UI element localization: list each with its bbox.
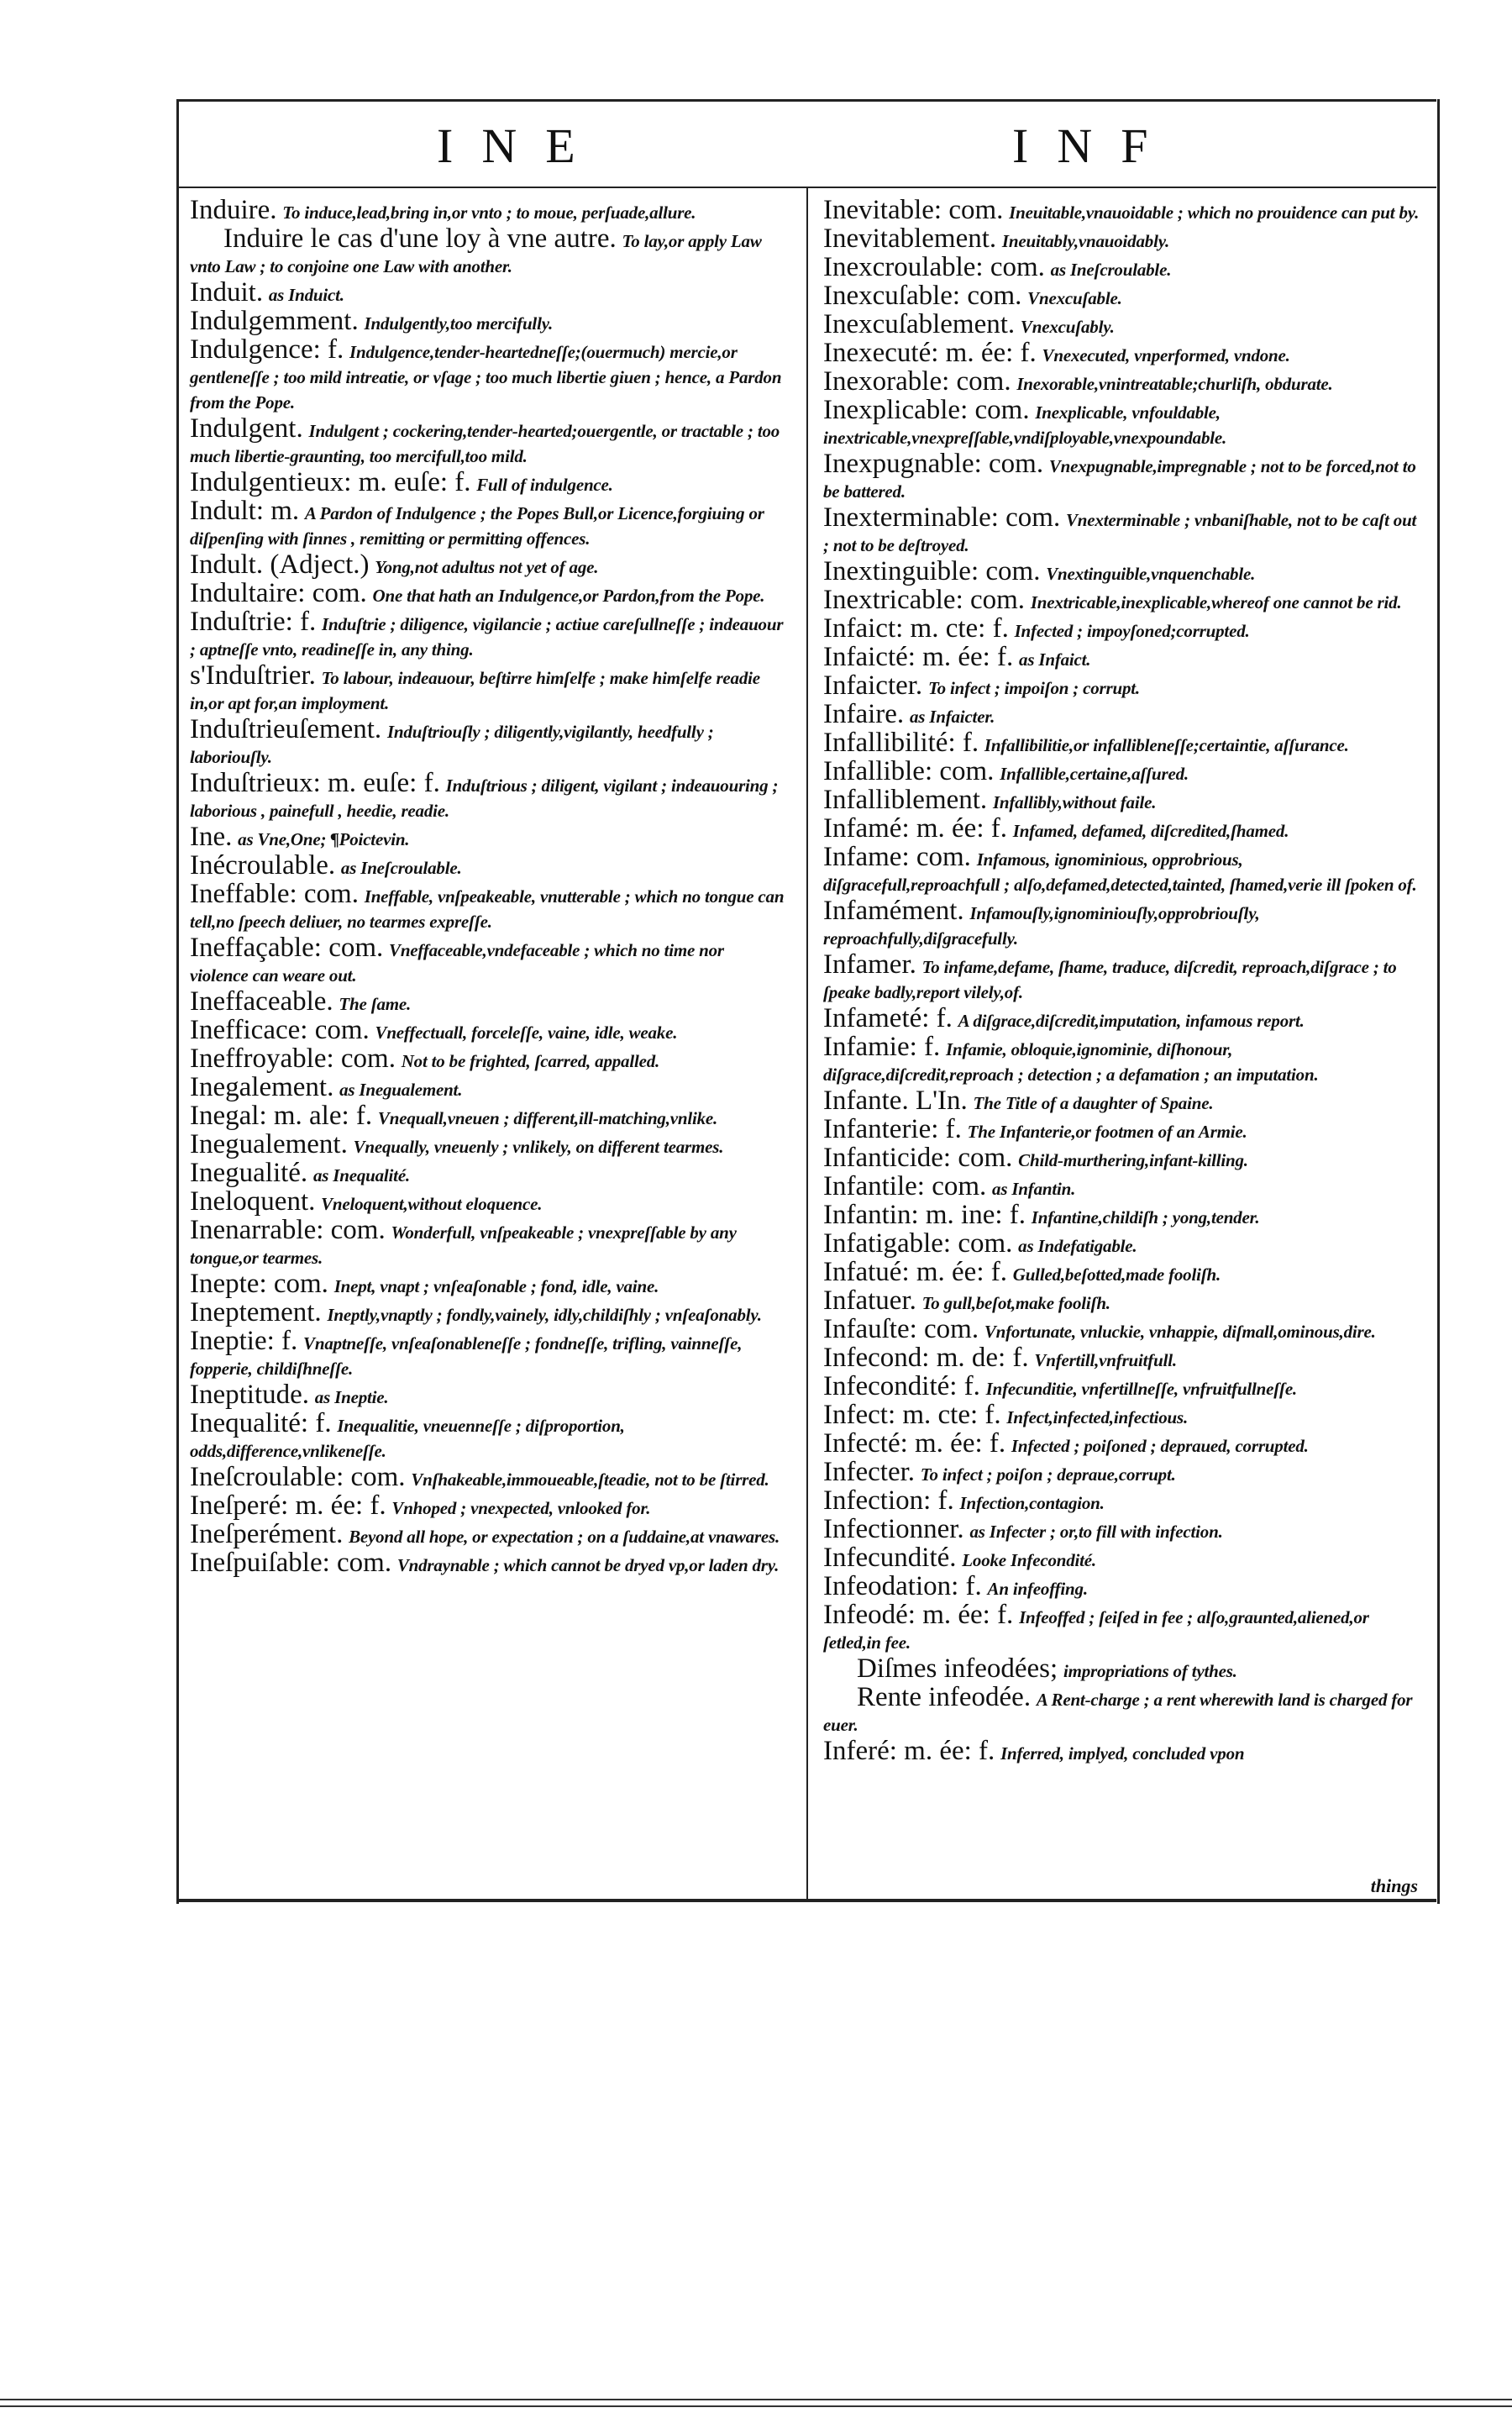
headword: Ineſperé: m. ée: f. bbox=[190, 1490, 386, 1521]
definition: Infamie, obloquie,ignominie, diſhonour, diſgrace,diſcredit,reproach ; detection ; a defamation ; an imputation. bbox=[823, 1039, 1319, 1085]
headword: Inexorable: com. bbox=[823, 366, 1011, 397]
headword: Indultaire: com. bbox=[190, 578, 367, 608]
definition: as Ineſcroulable. bbox=[340, 858, 462, 878]
definition: Infecunditie, vnfertillneſſe, vnfruitfullneſſe. bbox=[985, 1379, 1297, 1399]
definition: Vnextinguible,vnquenchable. bbox=[1046, 564, 1256, 584]
column-divider bbox=[806, 187, 808, 1900]
dictionary-entry bbox=[823, 1114, 1420, 1144]
dictionary-entry bbox=[823, 502, 1420, 557]
definition: Child-murthering,infant-killing. bbox=[1018, 1150, 1248, 1170]
definition: A Rent-charge ; a rent wherewith land is charged for euer. bbox=[823, 1690, 1413, 1735]
headword: Infecondité: f. bbox=[823, 1371, 980, 1401]
definition: A Pardon of Indulgence ; the Popes Bull,or Licence,forgiuing or diſpenſing with ſinnes , remitting or permitting offences. bbox=[190, 503, 764, 549]
headword: Ineloquent. bbox=[190, 1186, 316, 1217]
definition: Vnſhakeable,immoueable,ſteadie, not to be ſtirred. bbox=[411, 1469, 769, 1490]
headword: Infaicter. bbox=[823, 670, 923, 701]
headword: Inequalité: f. bbox=[190, 1408, 332, 1438]
definition: Gulled,beſotted,made fooliſh. bbox=[1012, 1264, 1221, 1285]
dictionary-entry bbox=[823, 1285, 1420, 1316]
headword: Rente infeodée. bbox=[857, 1682, 1032, 1712]
dictionary-entry bbox=[190, 1326, 786, 1380]
dictionary-entry bbox=[823, 1314, 1420, 1344]
definition: as Inegualement. bbox=[339, 1080, 463, 1100]
headword: Infaict: m. cte: f. bbox=[823, 613, 1009, 644]
definition: Looke Infecondité. bbox=[962, 1550, 1096, 1570]
definition: Infallibilitie,or infallibleneſſe;certaintie, aſſurance. bbox=[984, 735, 1349, 755]
dictionary-entry bbox=[190, 1158, 786, 1188]
headword: Infamé: m. ée: f. bbox=[823, 813, 1007, 844]
definition: Vnexpugnable,impregnable ; not to be forced,not to be battered. bbox=[823, 456, 1416, 502]
headword: Infecté: m. ée: f. bbox=[823, 1428, 1006, 1459]
headword: Induſtrieux: m. euſe: f. bbox=[190, 768, 440, 798]
dictionary-entry bbox=[190, 277, 786, 308]
headword: Indulgent. bbox=[190, 413, 303, 444]
dictionary-entry bbox=[823, 756, 1420, 786]
definition: Vneloquent,without eloquence. bbox=[321, 1194, 543, 1214]
headword: Inefficace: com. bbox=[190, 1015, 370, 1045]
headword: Inexcuſablement. bbox=[823, 309, 1016, 339]
headword: Ine. bbox=[190, 822, 233, 852]
dictionary-entry bbox=[823, 1457, 1420, 1487]
definition: Ineuitable,vnauoidable ; which no prouidence can put by. bbox=[1009, 202, 1420, 223]
headword: Infallibilité: f. bbox=[823, 728, 979, 758]
dictionary-entry bbox=[823, 338, 1420, 368]
headword: Infaicté: m. ée: f. bbox=[823, 642, 1014, 672]
definition: A diſgrace,diſcredit,imputation, infamous report. bbox=[958, 1011, 1305, 1031]
catchword: things bbox=[1370, 1875, 1418, 1896]
headword: Infect: m. cte: f. bbox=[823, 1400, 1001, 1430]
definition: Indulgently,too mercifully. bbox=[364, 313, 554, 334]
headword: Inexterminable: com. bbox=[823, 502, 1061, 533]
dictionary-entry bbox=[823, 642, 1420, 672]
dictionary-entry bbox=[823, 195, 1420, 225]
definition: Vnequally, vneuenly ; vnlikely, on different tearmes. bbox=[353, 1137, 724, 1157]
definition: Infamed, defamed, diſcredited,ſhamed. bbox=[1012, 821, 1289, 841]
dictionary-entry bbox=[823, 1086, 1420, 1116]
dictionary-entry bbox=[190, 1297, 786, 1327]
dictionary-entry bbox=[823, 1428, 1420, 1459]
definition: Infection,contagion. bbox=[959, 1493, 1105, 1513]
definition: as Infaict. bbox=[1019, 649, 1091, 670]
headword: Infatuer. bbox=[823, 1285, 916, 1316]
dictionary-entry bbox=[190, 1101, 786, 1131]
dictionary-entry bbox=[823, 813, 1420, 844]
headword: Infectionner. bbox=[823, 1514, 964, 1544]
definition: Vnfertill,vnfruitfull. bbox=[1034, 1350, 1177, 1370]
headword: Inegalement. bbox=[190, 1072, 334, 1102]
headword: Inexcuſable: com. bbox=[823, 281, 1022, 311]
definition: Infected ; poiſoned ; depraued, corrupted. bbox=[1011, 1436, 1309, 1456]
definition: as Infecter ; or,to fill with infection. bbox=[969, 1522, 1223, 1542]
dictionary-entry bbox=[823, 1600, 1420, 1654]
dictionary-entry bbox=[190, 1490, 786, 1521]
headword: Inexcroulable: com. bbox=[823, 252, 1045, 282]
definition: Vneffectuall, forceleſſe, vaine, idle, weake. bbox=[375, 1023, 678, 1043]
running-head-left: INE bbox=[437, 118, 604, 173]
headword: Ineffaceable. bbox=[190, 986, 333, 1017]
headword: Diſmes infeodées; bbox=[857, 1653, 1058, 1684]
definition: Wonderfull, vnſpeakeable ; vnexpreſſable by any tongue,or tearmes. bbox=[190, 1222, 737, 1268]
definition: To lay,or apply Law vnto Law ; to conjoine one Law with another. bbox=[190, 231, 762, 276]
headword: Infecter. bbox=[823, 1457, 916, 1487]
right-column bbox=[823, 195, 1420, 1768]
definition: Vnexcuſably. bbox=[1020, 317, 1115, 337]
definition: Indulgent ; cockering,tender-hearted;ouergentle, or tractable ; too much libertie-graunting, too mercifull,too mild. bbox=[190, 421, 780, 466]
dictionary-entry bbox=[190, 334, 786, 414]
definition: Infamous, ignominious, opprobrious, diſgracefull,reproachfull ; alſo,defamed,detected,tainted, ſhamed,verie ill ſpoken of. bbox=[823, 849, 1417, 895]
dictionary-entry bbox=[823, 1543, 1420, 1573]
dictionary-entry bbox=[823, 556, 1420, 586]
dictionary-entry bbox=[823, 1371, 1420, 1401]
headword: Ineptie: f. bbox=[190, 1326, 298, 1356]
definition: Infected ; impoyſoned;corrupted. bbox=[1014, 621, 1250, 641]
dictionary-entry bbox=[823, 1228, 1420, 1259]
headword: Inextricable: com. bbox=[823, 585, 1026, 615]
headword: Inevitable: com. bbox=[823, 195, 1004, 225]
dictionary-entry bbox=[823, 1736, 1420, 1766]
headword: Infanticide: com. bbox=[823, 1143, 1013, 1173]
definition: Infeoffed ; ſeiſed in fee ; alſo,graunted,aliened,or ſetled,in fee. bbox=[823, 1607, 1369, 1653]
definition: Vndraynable ; which cannot be dryed vp,or laden dry. bbox=[396, 1555, 780, 1575]
dictionary-entry bbox=[190, 195, 786, 225]
definition: as Infantin. bbox=[992, 1179, 1076, 1199]
headword: Infantile: com. bbox=[823, 1171, 987, 1201]
dictionary-entry bbox=[190, 549, 786, 580]
headword: s'Induſtrier. bbox=[190, 660, 316, 691]
definition: Vnexcuſable. bbox=[1027, 288, 1122, 308]
definition: Indulgence,tender-heartedneſſe;(ouermuch) mercie,or gentleneſſe ; too mild intreatie, or vſage ; too much libertie giuen ; hence, a Pardon from the Pope. bbox=[190, 342, 782, 413]
dictionary-entry bbox=[823, 252, 1420, 282]
headword: Inextinguible: com. bbox=[823, 556, 1041, 586]
bottom-edge-strip bbox=[0, 2399, 1512, 2407]
dictionary-entry bbox=[823, 785, 1420, 815]
headword: Indulgemment. bbox=[190, 306, 359, 336]
dictionary-entry bbox=[190, 714, 786, 769]
definition: Infamouſly,ignominiouſly,opprobriouſly, reproachfully,diſgracefully. bbox=[823, 903, 1260, 949]
dictionary-entry bbox=[190, 768, 786, 823]
dictionary-entry bbox=[823, 1257, 1420, 1287]
dictionary-entry bbox=[823, 223, 1420, 254]
dictionary-entry bbox=[823, 1200, 1420, 1230]
definition: Induſtrious ; diligent, vigilant ; indeauouring ; laborious , painefull , heedie, readie. bbox=[190, 775, 779, 821]
dictionary-entry bbox=[823, 1514, 1420, 1544]
definition: as Indefatigable. bbox=[1018, 1236, 1137, 1256]
dictionary-entry bbox=[190, 306, 786, 336]
definition: To gull,beſot,make fooliſh. bbox=[921, 1293, 1110, 1313]
headword: Indulgentieux: m. euſe: f. bbox=[190, 467, 471, 497]
definition: To infect ; poiſon ; depraue,corrupt. bbox=[920, 1464, 1176, 1485]
headword: Ineffroyable: com. bbox=[190, 1044, 396, 1074]
headword: Infantin: m. ine: f. bbox=[823, 1200, 1026, 1230]
headword: Indulgence: f. bbox=[190, 334, 344, 365]
headword: Indult: m. bbox=[190, 496, 300, 526]
dictionary-entry bbox=[190, 933, 786, 987]
headword: Infatué: m. ée: f. bbox=[823, 1257, 1007, 1287]
headword: Infecundité. bbox=[823, 1543, 957, 1573]
definition: Yong,not adultus not yet of age. bbox=[375, 557, 599, 577]
headword: Ineptitude. bbox=[190, 1380, 310, 1410]
dictionary-entry bbox=[823, 896, 1420, 950]
dictionary-entry bbox=[823, 395, 1420, 449]
headword: Infamer. bbox=[823, 949, 916, 980]
dictionary-entry bbox=[190, 1186, 786, 1217]
dictionary-entry bbox=[823, 1171, 1420, 1201]
definition: as Infaicter. bbox=[909, 707, 995, 727]
definition: Infallibly,without faile. bbox=[992, 792, 1157, 812]
dictionary-entry bbox=[823, 670, 1420, 701]
dictionary-entry bbox=[823, 613, 1420, 644]
running-head-right: INF bbox=[1012, 118, 1177, 173]
headword: Inepte: com. bbox=[190, 1269, 328, 1299]
definition: as Inequalité. bbox=[312, 1165, 410, 1185]
dictionary-entry bbox=[823, 699, 1420, 729]
headword: Infaire. bbox=[823, 699, 905, 729]
headword: Inexplicable: com. bbox=[823, 395, 1030, 425]
headword: Induit. bbox=[190, 277, 264, 308]
definition: Vnhoped ; vnexpected, vnlooked for. bbox=[391, 1498, 651, 1518]
dictionary-entry bbox=[190, 1015, 786, 1045]
definition: To infame,defame, ſhame, traduce, diſcredit, reproach,diſgrace ; to ſpeake badly,report vilely,of. bbox=[823, 957, 1397, 1002]
definition: Beyond all hope, or expectation ; on a ſuddaine,at vnawares. bbox=[349, 1527, 780, 1547]
definition: Inferred, implyed, concluded vpon bbox=[1000, 1743, 1245, 1764]
dictionary-entry bbox=[823, 1032, 1420, 1086]
headword: Inegualement. bbox=[190, 1129, 348, 1159]
headword: Inécroulable. bbox=[190, 850, 336, 881]
headword: Infameté: f. bbox=[823, 1003, 953, 1033]
headword: Infalliblement. bbox=[823, 785, 988, 815]
dictionary-entry bbox=[190, 607, 786, 661]
headword: Induſtrieuſement. bbox=[190, 714, 382, 744]
dictionary-entry bbox=[823, 1571, 1420, 1601]
headword: Infection: f. bbox=[823, 1485, 954, 1516]
definition: as Vne,One; ¶Poictevin. bbox=[238, 829, 410, 849]
definition: Vnexecuted, vnperformed, vndone. bbox=[1042, 345, 1290, 365]
headword: Induire. bbox=[190, 195, 277, 225]
headword: Infante. L'In. bbox=[823, 1086, 968, 1116]
headword: Indult. (Adject.) bbox=[190, 549, 370, 580]
dictionary-entry bbox=[190, 1129, 786, 1159]
definition: Vnfortunate, vnluckie, vnhappie, diſmall,ominous,dire. bbox=[984, 1322, 1376, 1342]
headword: Infeodé: m. ée: f. bbox=[823, 1600, 1014, 1630]
dictionary-entry bbox=[190, 1519, 786, 1549]
definition: An infeoffing. bbox=[987, 1579, 1088, 1599]
dictionary-entry bbox=[190, 1215, 786, 1270]
dictionary-entry bbox=[190, 1269, 786, 1299]
definition: To induce,lead,bring in,or vnto ; to moue, perſuade,allure. bbox=[282, 202, 696, 223]
definition: Vneffaceable,vndefaceable ; which no time nor violence can weare out. bbox=[190, 940, 724, 986]
headword: Inexecuté: m. ée: f. bbox=[823, 338, 1037, 368]
headword: Infauſte: com. bbox=[823, 1314, 979, 1344]
headword: Infamie: f. bbox=[823, 1032, 941, 1062]
left-column bbox=[190, 195, 786, 1580]
definition: The ſame. bbox=[339, 994, 412, 1014]
definition: Inequalitie, vneuenneſſe ; diſproportion, odds,difference,vnlikeneſſe. bbox=[190, 1416, 625, 1461]
definition: Vnexterminable ; vnbaniſhable, not to be caſt out ; not to be deſtroyed. bbox=[823, 510, 1417, 555]
dictionary-entry bbox=[190, 822, 786, 852]
dictionary-entry bbox=[823, 1400, 1420, 1430]
definition: The Infanterie,or footmen of an Armie. bbox=[967, 1122, 1247, 1142]
dictionary-entry bbox=[190, 496, 786, 550]
headword: Infamément. bbox=[823, 896, 964, 926]
dictionary-entry bbox=[190, 660, 786, 715]
definition: The Title of a daughter of Spaine. bbox=[973, 1093, 1214, 1113]
definition: One that hath an Indulgence,or Pardon,from the Pope. bbox=[372, 586, 765, 606]
dictionary-entry bbox=[823, 1003, 1420, 1033]
headword: Inegualité. bbox=[190, 1158, 308, 1188]
headword: Ineffaçable: com. bbox=[190, 933, 384, 963]
headword: Inexpugnable: com. bbox=[823, 449, 1044, 479]
dictionary-entry bbox=[190, 879, 786, 933]
dictionary-entry bbox=[190, 1072, 786, 1102]
dictionary-entry bbox=[190, 850, 786, 881]
dictionary-entry bbox=[823, 1143, 1420, 1173]
definition: Ineptly,vnaptly ; fondly,vainely, idly,childiſhly ; vnſeaſonably. bbox=[327, 1305, 762, 1325]
headword: Ineffable: com. bbox=[190, 879, 359, 909]
dictionary-entry bbox=[190, 1380, 786, 1410]
headword: Infanterie: f. bbox=[823, 1114, 962, 1144]
headword: Infeodation: f. bbox=[823, 1571, 982, 1601]
headword: Infecond: m. de: f. bbox=[823, 1343, 1029, 1373]
headword: Inenarrable: com. bbox=[190, 1215, 386, 1245]
dictionary-entry bbox=[190, 1548, 786, 1578]
definition: To labour, indeauour, beſtirre himſelfe ; make himſelfe readie in,or apt for,an imployment. bbox=[190, 668, 760, 713]
dictionary-entry bbox=[823, 1343, 1420, 1373]
definition: Vnequall,vneuen ; different,ill-matching,vnlike. bbox=[377, 1108, 718, 1128]
dictionary-entry bbox=[190, 467, 786, 497]
dictionary-entry bbox=[190, 1462, 786, 1492]
definition: Infallible,certaine,aſſured. bbox=[1000, 764, 1189, 784]
headword: Inevitablement. bbox=[823, 223, 997, 254]
definition: Ineffable, vnſpeakeable, vnutterable ; which no tongue can tell,no ſpeech deliuer, no tearmes expreſſe. bbox=[190, 886, 785, 932]
dictionary-entry bbox=[823, 1485, 1420, 1516]
headword: Infame: com. bbox=[823, 842, 971, 872]
dictionary-entry bbox=[823, 842, 1420, 896]
definition: Inexplicable, vnfouldable, inextricable,vnexpreſſable,vndiſployable,vnexpoundable. bbox=[823, 402, 1227, 448]
headword: Ineſpuiſable: com. bbox=[190, 1548, 392, 1578]
definition: Vnaptneſſe, vnſeaſonableneſſe ; fondneſſe, trifling, vainneſſe, fopperie, childiſhneſſe. bbox=[190, 1333, 743, 1379]
dictionary-entry bbox=[190, 1044, 786, 1074]
headword: Inferé: m. ée: f. bbox=[823, 1736, 995, 1766]
dictionary-entry bbox=[190, 578, 786, 608]
definition: Inextricable,inexplicable,whereof one cannot be rid. bbox=[1030, 592, 1402, 612]
headword: Infallible: com. bbox=[823, 756, 995, 786]
dictionary-entry bbox=[823, 449, 1420, 503]
definition: as Ineptie. bbox=[314, 1387, 389, 1407]
headword: Infatigable: com. bbox=[823, 1228, 1013, 1259]
headword: Induire le cas d'une loy à vne autre. bbox=[223, 223, 617, 254]
headword: Inegal: m. ale: f. bbox=[190, 1101, 373, 1131]
dictionary-entry bbox=[190, 413, 786, 468]
definition: To infect ; impoiſon ; corrupt. bbox=[927, 678, 1140, 698]
dictionary-entry bbox=[823, 309, 1420, 339]
dictionary-entry bbox=[823, 1682, 1420, 1737]
dictionary-entry bbox=[823, 281, 1420, 311]
headword: Ineſcroulable: com. bbox=[190, 1462, 406, 1492]
definition: Infect,infected,infectious. bbox=[1006, 1407, 1189, 1427]
definition: Not to be frighted, ſcarred, appalled. bbox=[401, 1051, 660, 1071]
definition: as Induict. bbox=[268, 285, 344, 305]
definition: Inexorable,vnintreatable;churliſh, obdurate. bbox=[1016, 374, 1333, 394]
dictionary-entry bbox=[823, 728, 1420, 758]
headword: Ineptement. bbox=[190, 1297, 322, 1327]
dictionary-entry bbox=[190, 1408, 786, 1463]
dictionary-entry bbox=[823, 366, 1420, 397]
dictionary-entry bbox=[823, 585, 1420, 615]
definition: Inept, vnapt ; vnſeaſonable ; fond, idle, vaine. bbox=[333, 1276, 659, 1296]
headword: Induſtrie: f. bbox=[190, 607, 317, 637]
definition: impropriations of tythes. bbox=[1063, 1661, 1237, 1681]
bottom-rule bbox=[176, 1899, 1436, 1902]
dictionary-entry bbox=[823, 1653, 1420, 1684]
definition: Induſtriouſly ; diligently,vigilantly, heedfully ; laboriouſly. bbox=[190, 722, 714, 767]
dictionary-entry bbox=[190, 986, 786, 1017]
dictionary-entry bbox=[190, 223, 786, 278]
dictionary-entry bbox=[823, 949, 1420, 1004]
definition: Infantine,childiſh ; yong,tender. bbox=[1031, 1207, 1260, 1228]
definition: as Ineſcroulable. bbox=[1050, 260, 1172, 280]
definition: Ineuitably,vnauoidably. bbox=[1001, 231, 1170, 251]
headword: Ineſperément. bbox=[190, 1519, 344, 1549]
definition: Full of indulgence. bbox=[476, 475, 613, 495]
definition: Induſtrie ; diligence, vigilancie ; actiue careſullneſſe ; indeauour ; aptneſſe vnto, readineſſe in, any thing. bbox=[190, 614, 784, 660]
